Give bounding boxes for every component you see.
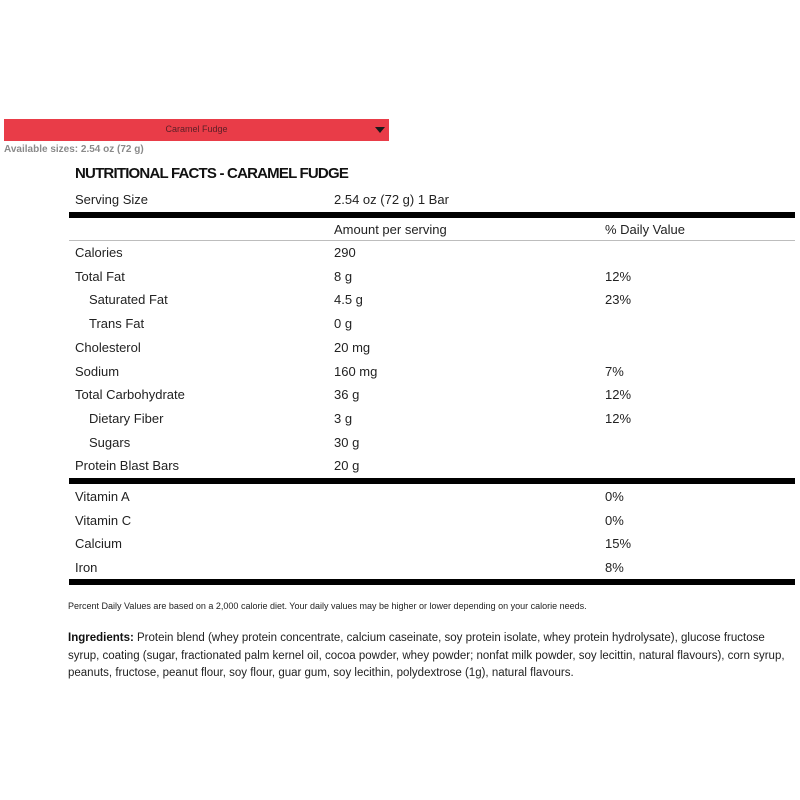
nutrient-amount: 160 mg [334,363,378,379]
daily-value-footnote: Percent Daily Values are based on a 2,000 calorie diet. Your daily values may be higher or lower depending on your calorie needs. [68,601,587,611]
nutrient-label: Vitamin A [75,489,130,504]
table-row [75,269,795,289]
nutrient-label: Trans Fat [89,316,145,332]
nutrient-label: Calories [75,245,123,260]
serving-size-row [75,192,795,212]
table-row [75,489,795,509]
thick-divider [69,579,795,585]
table-header-row [75,222,795,242]
nutrient-label: Protein Blast Bars [75,458,180,474]
ingredients [68,630,794,683]
nutrient-amount: 36 g [334,387,360,403]
nutrition-title: NUTRITIONAL FACTS - CARAMEL FUDGE [75,165,349,182]
table-row [75,387,795,407]
nutrient-daily-value: 12% [605,410,632,426]
nutrient-label: Sugars [89,434,131,450]
table-row [75,513,795,533]
nutrient-amount: 4.5 g [334,292,363,308]
nutrient-label: Total Fat [75,268,125,284]
nutrient-amount: 30 g [334,434,360,450]
table-row [75,245,795,265]
nutrient-daily-value: 0% [605,489,624,504]
header-divider [69,240,795,241]
nutrient-amount: 3 g [334,410,353,426]
table-row [75,340,795,360]
nutrient-daily-value: 7% [605,363,624,379]
nutrient-daily-value: 8% [605,559,624,575]
table-row [75,458,795,478]
table-row [75,536,795,556]
nutrient-label: Dietary Fiber [89,410,164,426]
thick-divider [69,212,795,218]
nutrient-label: Vitamin C [75,512,132,528]
flavor-select-value: Caramel Fudge [165,124,228,134]
nutrient-amount: 20 g [334,458,360,474]
nutrient-amount: 8 g [334,268,353,284]
table-row [75,411,795,431]
daily-value-header: % Daily Value [605,222,685,237]
nutrient-label: Calcium [75,536,122,551]
table-row [75,316,795,336]
nutrient-daily-value: 23% [605,292,632,308]
nutrient-amount: 20 mg [334,339,371,355]
nutrient-daily-value: 0% [605,512,624,528]
table-row [75,364,795,384]
nutrient-daily-value: 12% [605,387,632,403]
nutrient-daily-value: 15% [605,536,632,551]
amount-header: Amount per serving [334,222,447,237]
nutrient-label: Cholesterol [75,339,141,355]
nutrient-label: Sodium [75,363,120,379]
ingredients-text: Protein blend (whey protein concentrate, calcium caseinate, soy protein isolate, whey protein hydrolysate), glucose fructose syrup, coating (sugar, fractionated palm kernel oil, cocoa powder, whey powder; nonfat milk powder, soy lecittin, natural flavours), corn syrup, peanuts, fructose, peanut flour, soy flour, guar gum, soy lecithin, polydextrose (1g), natural flavours. [68,632,785,679]
serving-size-label: Serving Size [75,192,148,207]
nutrient-label: Total Carbohydrate [75,387,185,403]
nutrient-daily-value: 12% [605,268,632,284]
nutrient-label: Iron [75,559,98,575]
table-row [75,560,795,580]
serving-size-value: 2.54 oz (72 g) 1 Bar [334,192,449,207]
table-row [75,292,795,312]
available-sizes: Available sizes: 2.54 oz (72 g) [4,144,144,155]
nutrient-amount: 0 g [334,316,353,332]
nutrient-amount: 290 [334,245,356,260]
ingredients-label: Ingredients: [68,632,134,644]
table-row [75,435,795,455]
nutrient-label: Saturated Fat [89,292,168,308]
thick-divider [69,478,795,484]
